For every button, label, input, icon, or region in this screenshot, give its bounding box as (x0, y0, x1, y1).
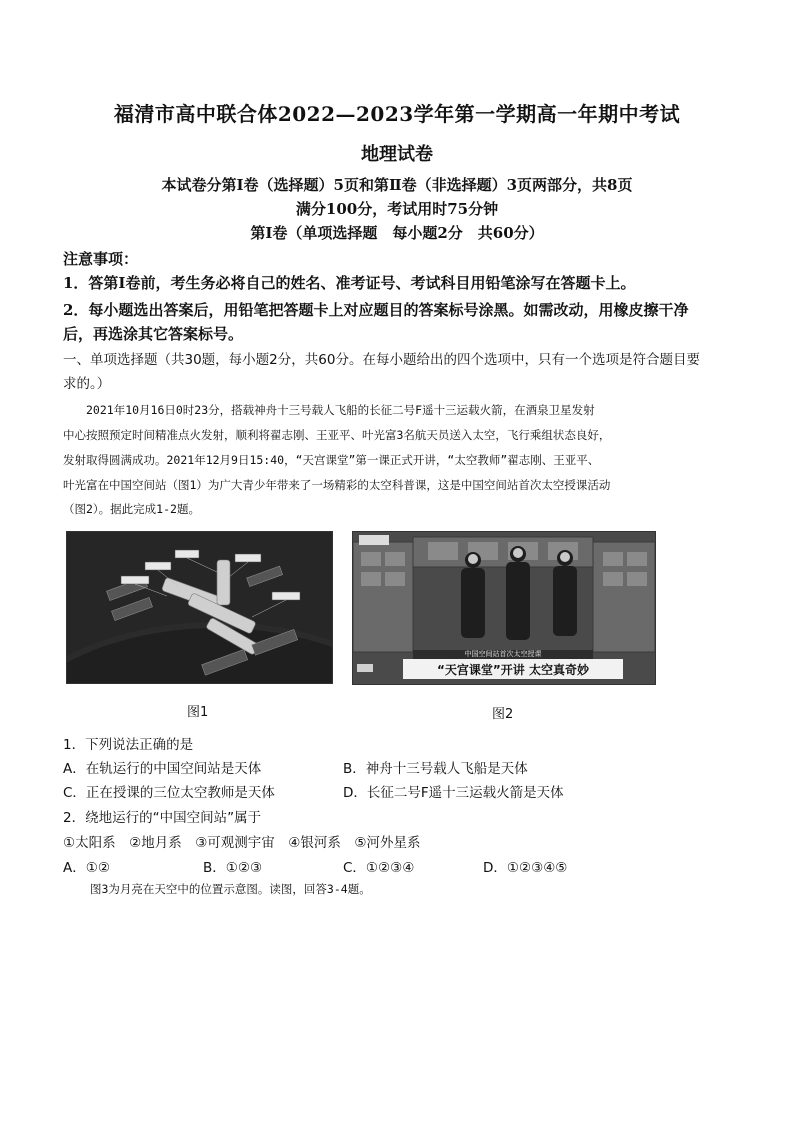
passage-line-1: 2021年10月16日0时23分，搭载神舟十三号载人飞船的长征二号F遥十三运载火箭，在酒泉卫星发射 (63, 403, 595, 417)
question-2-option-d: D．①②③④⑤ (483, 860, 568, 876)
note-item-1: 1．答第Ⅰ卷前，考生务必将自己的姓名、准考证号、考试科目用铅笔涂写在答题卡上。 (63, 274, 636, 292)
question-2-option-b: B．①②③ (203, 860, 263, 876)
section-instructions-continued: 求的。） (63, 376, 111, 392)
question-1-option-a: A．在轨运行的中国空间站是天体 (63, 761, 262, 777)
figure-3-intro: 图3为月亮在天空中的位置示意图。读图，回答3-4题。 (90, 882, 371, 896)
question-1-option-b: B．神舟十三号载人飞船是天体 (343, 761, 528, 777)
exam-title: 福清市高中联合体2022—2023学年第一学期高一年期中考试 (113, 102, 681, 126)
question-1-option-c: C．正在授课的三位太空教师是天体 (63, 785, 275, 801)
note-item-2-continued: 后，再选涂其它答案标号。 (63, 325, 244, 343)
figure-2-caption: 图2 (492, 707, 514, 722)
question-2-option-a: A．①② (63, 860, 110, 876)
figure-2-astronauts-image (352, 531, 656, 685)
exam-structure-line: 本试卷分第Ⅰ卷（选择题）5页和第Ⅱ卷（非选择题）3页两部分，共8页 (161, 176, 633, 194)
figure-2-banner-small: 中国空间站首次太空授课 (464, 650, 542, 658)
passage-line-4: 叶光富在中国空间站（图1）为广大青少年带来了一场精彩的太空科普课，这是中国空间站首次太空授课活动 (63, 478, 611, 492)
passage-line-5: （图2）。据此完成1-2题。 (63, 502, 200, 516)
question-2-option-c: C．①②③④ (343, 860, 415, 876)
passage-line-2: 中心按照预定时间精准点火发射，顺利将翟志刚、王亚平、叶光富3名航天员送入太空，飞行乘组状态良好， (63, 428, 611, 442)
question-1-stem: 1．下列说法正确的是 (63, 737, 194, 753)
passage-line-3: 发射取得圆满成功。2021年12月9日15:40，“天宫课堂”第一课正式开讲，“太空教师”翟志刚、王亚平、 (63, 453, 600, 467)
section-instructions: 一、单项选择题（共30题，每小题2分，共60分。在每小题给出的四个选项中，只有一个选项是符合题目要 (63, 352, 700, 368)
part-one-heading: 第Ⅰ卷（单项选择题 每小题2分 共60分） (250, 224, 544, 242)
question-1-option-d: D．长征二号F遥十三运载火箭是天体 (343, 785, 564, 801)
figure-1-space-station-image (66, 531, 333, 684)
note-item-2: 2．每小题选出答案后，用铅笔把答题卡上对应题目的答案标号涂黑。如需改动，用橡皮擦干净 (63, 301, 689, 319)
question-2-statements: ①太阳系 ②地月系 ③可观测宇宙 ④银河系 ⑤河外星系 (63, 835, 421, 851)
exam-score-time-line: 满分100分，考试用时75分钟 (295, 200, 499, 218)
question-2-stem: 2．绕地运行的“中国空间站”属于 (63, 810, 262, 826)
figure-1-caption: 图1 (187, 705, 209, 720)
exam-subject: 地理试卷 (361, 144, 433, 165)
notes-heading: 注意事项： (63, 250, 139, 268)
figure-2-banner: “天宫课堂”开讲 太空真奇妙 (437, 663, 589, 677)
